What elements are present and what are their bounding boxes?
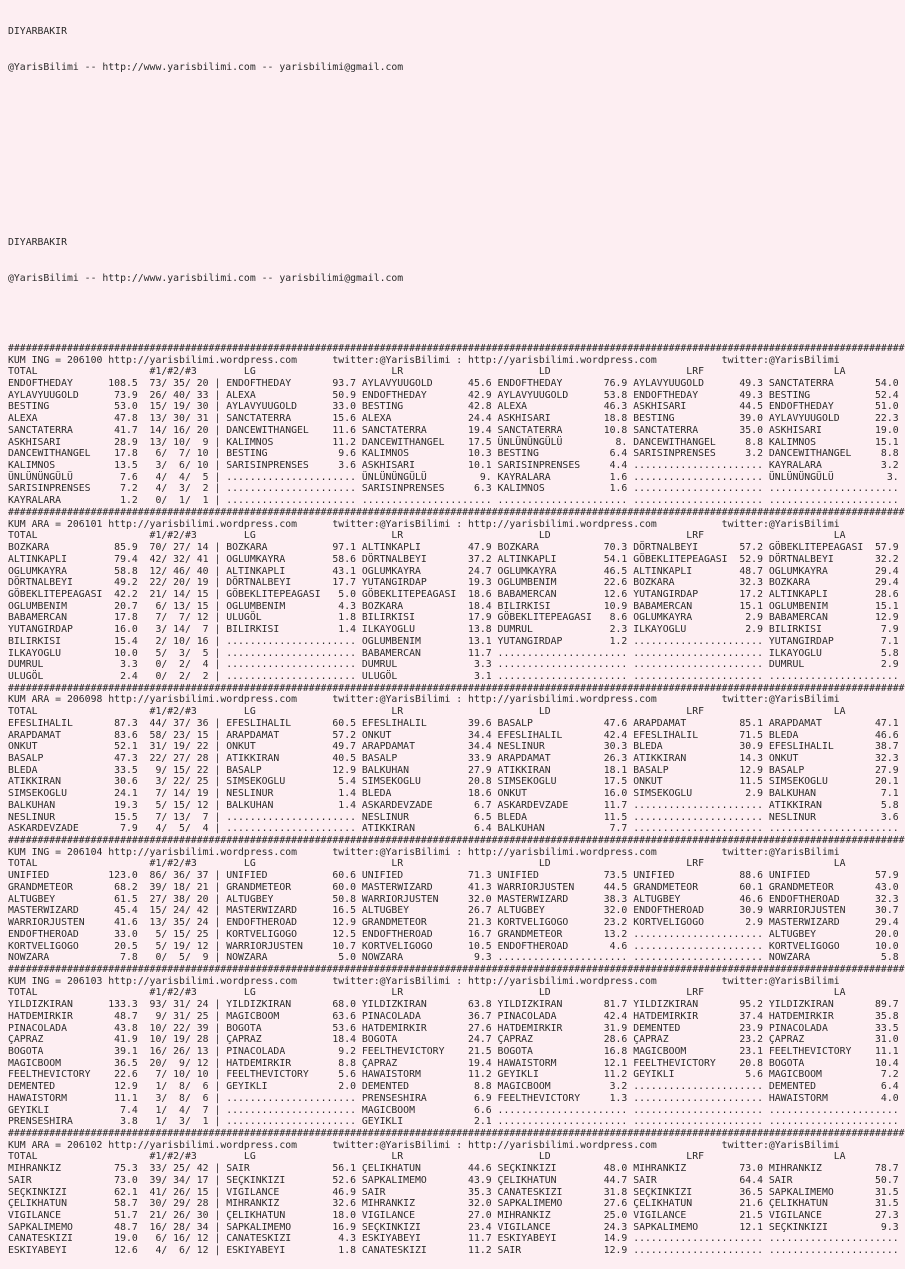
table-row: WARRIORJUSTEN 41.6 13/ 35/ 24 | ENDOFTHEROAD 12.9 GRANDMETEOR 21.3 KORTVELIGOGO 23.2 KORTVELIGOGO 2.9 MASTERWIZARD 29.4 (8, 917, 905, 929)
table-row: YILDIZKIRAN 133.3 93/ 31/ 24 | YILDIZKIRAN 68.0 YILDIZKIRAN 63.8 YILDIZKIRAN 81.7 YILDIZKIRAN 95.2 YILDIZKIRAN 89.7 (8, 999, 905, 1011)
table-row: BILIRKISI 15.4 2/ 10/ 16 | ...................... OGLUMBENIM 13.1 YUTANGIRDAP 1.2 ...................... YUTANGIRDAP 7.1 (8, 635, 905, 647)
table-row: ALEXA 47.8 13/ 30/ 31 | SANCTATERRA 15.6 ALEXA 24.4 ASKHISARI 18.8 BESTING 39.0 AYLAVYUUGOLD 22.3 (8, 413, 905, 425)
column-header-line: TOTAL #1/#2/#3 LG LR LD LRF LA (8, 366, 905, 378)
table-row: ÇELIKHATUN 58.7 30/ 29/ 28 | MIHRANKIZ 32.6 MIHRANKIZ 32.0 SAPKALIMEMO 27.6 ÇELIKHATUN 21.6 ÇELIKHATUN 31.5 (8, 1198, 905, 1210)
table-row: SARISINPRENSES 7.2 4/ 3/ 2 | ...................... SARISINPRENSES 6.3 KALIMNOS 1.6 ...................... ...................... (8, 483, 905, 495)
table-row: PINACOLADA 43.8 10/ 22/ 39 | BOGOTA 53.6 HATDEMIRKIR 27.6 HATDEMIRKIR 31.9 DEMENTED 23.9 PINACOLADA 33.5 (8, 1022, 905, 1034)
table-row: ÜNLÜNÜNGÜLÜ 7.6 4/ 4/ 5 | ...................... ÜNLÜNÜNGÜLÜ 9. KAYRALARA 1.6 ...................... ÜNLÜNÜNGÜLÜ 3. (8, 471, 905, 483)
contact-line: @YarisBilimi -- http://www.yarisbilimi.com -- yarisbilimi@gmail.com (8, 61, 404, 73)
table-row: KAYRALARA 1.2 0/ 1/ 1 | ...................... ...................... ...................... ...................... ...................... (8, 495, 905, 507)
table-row: DÖRTNALBEYI 49.2 22/ 20/ 19 | DÖRTNALBEYI 17.7 YUTANGIRDAP 19.3 OGLUMBENIM 22.6 BOZKARA 32.3 BOZKARA 29.4 (8, 577, 905, 589)
table-row: BESTING 53.0 15/ 19/ 30 | AYLAVYUUGOLD 33.0 BESTING 42.8 ALEXA 46.3 ASKHISARI 44.5 ENDOFTHEDAY 51.0 (8, 401, 905, 413)
table-row: ENDOFTHEROAD 33.0 5/ 15/ 25 | KORTVELIGOGO 12.5 ENDOFTHEROAD 16.7 GRANDMETEOR 13.2 ...................... ALTUGBEY 20.0 (8, 928, 905, 940)
blank-line (8, 132, 903, 144)
table-id-line: KUM ING = 206103 http://yarisbilimi.wordpress.com twitter:@YarisBilimi : http://yarisbilimi.wordpress.com twitter:@YarisBilimi (8, 975, 840, 987)
table-row: MIHRANKIZ 75.3 33/ 25/ 42 | SAIR 56.1 ÇELIKHATUN 44.6 SEÇKINKIZI 48.0 MIHRANKIZ 73.0 MIHRANKIZ 78.7 (8, 1163, 905, 1175)
table-row: HATDEMIRKIR 48.7 9/ 31/ 25 | MAGICBOOM 63.6 PINACOLADA 36.7 PINACOLADA 42.4 HATDEMIRKIR 37.4 HATDEMIRKIR 35.8 (8, 1010, 905, 1022)
separator-line: ######################################################################################################################################################## (8, 1128, 905, 1139)
table-row: BALKUHAN 19.3 5/ 15/ 12 | BALKUHAN 1.4 ASKARDEVZADE 6.7 ASKARDEVZADE 11.7 ...................... ATIKKIRAN 5.8 (8, 799, 905, 811)
column-header-line: TOTAL #1/#2/#3 LG LR LD LRF LA (8, 987, 905, 999)
table-row: VIGILANCE 51.7 21/ 26/ 30 | ÇELIKHATUN 18.0 VIGILANCE 27.0 MIHRANKIZ 25.0 VIGILANCE 21.5 VIGILANCE 27.3 (8, 1210, 905, 1222)
table-row: SANCTATERRA 41.7 14/ 16/ 20 | DANCEWITHANGEL 11.6 SANCTATERRA 19.4 SANCTATERRA 10.8 SANCTATERRA 35.0 ASKHISARI 19.0 (8, 424, 905, 436)
table-row: GÖBEKLITEPEAGASI 42.2 21/ 14/ 15 | GÖBEKLITEPEAGASI 5.0 GÖBEKLITEPEAGASI 18.6 BABAMERCAN 12.6 YUTANGIRDAP 17.2 ALTINKAPLI 28.6 (8, 588, 905, 600)
table-row: ENDOFTHEDAY 108.5 73/ 35/ 20 | ENDOFTHEDAY 93.7 AYLAVYUUGOLD 45.6 ENDOFTHEDAY 76.9 AYLAVYUUGOLD 49.3 SANCTATERRA 54.0 (8, 378, 905, 389)
table-row: YUTANGIRDAP 16.0 3/ 14/ 7 | BILIRKISI 1.4 ILKAYOGLU 13.8 DUMRUL 2.3 ILKAYOGLU 2.9 BILIRKISI 7.9 (8, 624, 905, 636)
contact-line: @YarisBilimi -- http://www.yarisbilimi.com -- yarisbilimi@gmail.com (8, 272, 404, 284)
table-row: SAIR 73.0 39/ 34/ 17 | SEÇKINKIZI 52.6 SAPKALIMEMO 43.9 ÇELIKHATUN 44.7 SAIR 64.4 SAIR 50.7 (8, 1174, 905, 1186)
table-row: BOZKARA 85.9 70/ 27/ 14 | BOZKARA 97.1 ALTINKAPLI 47.9 BOZKARA 70.3 DÖRTNALBEYI 57.2 GÖBEKLITEPEAGASI 57.9 (8, 542, 905, 554)
table-row: ALTUGBEY 61.5 27/ 38/ 20 | ALTUGBEY 50.8 WARRIORJUSTEN 32.0 MASTERWIZARD 38.3 ALTUGBEY 46.6 ENDOFTHEROAD 32.3 (8, 893, 905, 905)
table-row: PRENSESHIRA 3.8 1/ 3/ 1 | ...................... GEYIKLI 2.1 ...................... ...................... ...................... (8, 1116, 905, 1128)
blank-line (8, 308, 903, 320)
table-id-line: KUM ARA = 206098 http://yarisbilimi.wordpress.com twitter:@YarisBilimi : http://yarisbilimi.wordpress.com twitter:@YarisBilimi (8, 694, 840, 706)
table-row: MASTERWIZARD 45.4 15/ 24/ 42 | MASTERWIZARD 16.5 ALTUGBEY 26.7 ALTUGBEY 32.0 ENDOFTHEROAD 30.9 WARRIORJUSTEN 30.7 (8, 905, 905, 917)
table-row: ALTINKAPLI 79.4 42/ 32/ 41 | OGLUMKAYRA 58.6 DÖRTNALBEYI 37.2 ALTINKAPLI 54.1 GÖBEKLITEPEAGASI 52.9 DÖRTNALBEYI 32.2 (8, 553, 905, 565)
table-row: ILKAYOGLU 10.0 5/ 3/ 5 | ...................... BABAMERCAN 11.7 ...................... ...................... ILKAYOGLU 5.8 (8, 647, 905, 659)
table-id-line: KUM ARA = 206102 http://yarisbilimi.wordpress.com twitter:@YarisBilimi : http://yarisbilimi.wordpress.com twitter:@YarisBilimi (8, 1139, 840, 1151)
column-header-line: TOTAL #1/#2/#3 LG LR LD LRF LA (8, 1151, 905, 1163)
table-row: DUMRUL 3.3 0/ 2/ 4 | ...................... DUMRUL 3.3 ...................... ...................... DUMRUL 2.9 (8, 659, 905, 671)
table-row: BABAMERCAN 17.8 7/ 7/ 12 | ULUGÖL 1.8 BILIRKISI 17.9 GÖBEKLITEPEAGASI 8.6 OGLUMKAYRA 2.9 BABAMERCAN 12.9 (8, 612, 905, 624)
table-id-line: KUM ING = 206104 http://yarisbilimi.wordpress.com twitter:@YarisBilimi : http://yarisbilimi.wordpress.com twitter:@YarisBilimi (8, 846, 840, 858)
table-row: ÇAPRAZ 41.9 10/ 19/ 28 | ÇAPRAZ 18.4 BOGOTA 24.7 ÇAPRAZ 28.6 ÇAPRAZ 23.2 ÇAPRAZ 31.0 (8, 1034, 905, 1046)
table-row: SIMSEKOGLU 24.1 7/ 14/ 19 | NESLINUR 1.4 BLEDA 18.6 ONKUT 16.0 SIMSEKOGLU 2.9 BALKUHAN 7.1 (8, 788, 905, 800)
table-row: ASKARDEVZADE 7.9 4/ 5/ 4 | ...................... ATIKKIRAN 6.4 BALKUHAN 7.7 ...................... ...................... (8, 823, 905, 835)
city-title: DIYARBAKIR (8, 26, 67, 38)
column-header-line: TOTAL #1/#2/#3 LG LR LD LRF LA (8, 530, 905, 542)
column-header-line: TOTAL #1/#2/#3 LG LR LD LRF LA (8, 858, 905, 870)
table-row: OGLUMBENIM 20.7 6/ 13/ 15 | OGLUMBENIM 4.3 BOZKARA 18.4 BILIRKISI 10.9 BABAMERCAN 15.1 OGLUMBENIM 15.1 (8, 600, 905, 612)
table-row: GEYIKLI 7.4 1/ 4/ 7 | ...................... MAGICBOOM 6.6 ...................... ...................... ...................... (8, 1104, 905, 1116)
table-row: ARAPDAMAT 83.6 58/ 23/ 15 | ARAPDAMAT 57.2 ONKUT 34.4 EFESLIHALIL 42.4 EFESLIHALIL 71.5 BLEDA 46.6 (8, 729, 905, 741)
table-row: MAGICBOOM 36.5 20/ 9/ 12 | HATDEMIRKIR 8.8 ÇAPRAZ 19.4 HAWAISTORM 12.1 FEELTHEVICTORY 20.8 BOGOTA 10.4 (8, 1057, 905, 1069)
blank-line (8, 202, 903, 214)
table-row: SEÇKINKIZI 62.1 41/ 26/ 15 | VIGILANCE 46.9 SAIR 35.3 CANATESKIZI 31.8 SEÇKINKIZI 36.5 SAPKALIMEMO 31.5 (8, 1186, 905, 1198)
separator-line: ######################################################################################################################################################## (8, 835, 905, 847)
table-row: BASALP 47.3 22/ 27/ 28 | ATIKKIRAN 40.5 BASALP 33.9 ARAPDAMAT 26.3 ATIKKIRAN 14.3 ONKUT 32.3 (8, 753, 905, 764)
table-row: NOWZARA 7.8 0/ 5/ 9 | NOWZARA 5.0 NOWZARA 9.3 ...................... ...................... NOWZARA 5.8 (8, 952, 905, 964)
table-row: NESLINUR 15.5 7/ 13/ 7 | ...................... NESLINUR 6.5 BLEDA 11.5 ...................... NESLINUR 3.6 (8, 811, 905, 823)
table-row: ULUGÖL 2.4 0/ 2/ 2 | ...................... ULUGÖL 3.1 ...................... ...................... ...................... (8, 670, 905, 682)
table-row: BLEDA 33.5 9/ 15/ 22 | BASALP 12.9 BALKUHAN 27.9 ATIKKIRAN 18.1 BASALP 12.9 BASALP 27.9 (8, 764, 905, 776)
blank-line (8, 97, 903, 109)
table-row: BOGOTA 39.1 16/ 26/ 13 | PINACOLADA 9.2 FEELTHEVICTORY 21.5 BOGOTA 16.8 MAGICBOOM 23.1 FEELTHEVICTORY 11.1 (8, 1045, 905, 1057)
table-row: OGLUMKAYRA 58.8 12/ 46/ 40 | ALTINKAPLI 43.1 OGLUMKAYRA 24.7 OGLUMKAYRA 46.5 ALTINKAPLI 48.7 OGLUMKAYRA 29.4 (8, 565, 905, 577)
table-row: DANCEWITHANGEL 17.8 6/ 7/ 10 | BESTING 9.6 KALIMNOS 10.3 BESTING 6.4 SARISINPRENSES 3.2 DANCEWITHANGEL 8.8 (8, 448, 905, 460)
table-row: ONKUT 52.1 31/ 19/ 22 | ONKUT 49.7 ARAPDAMAT 34.4 NESLINUR 30.3 BLEDA 30.9 EFESLIHALIL 38.7 (8, 741, 905, 753)
city-title: DIYARBAKIR (8, 237, 67, 249)
table-row: ASKHISARI 28.9 13/ 10/ 9 | KALIMNOS 11.2 DANCEWITHANGEL 17.5 ÜNLÜNÜNGÜLÜ 8. DANCEWITHANGEL 8.8 KALIMNOS 15.1 (8, 436, 905, 448)
table-row: AYLAVYUUGOLD 73.9 26/ 40/ 33 | ALEXA 50.9 ENDOFTHEDAY 42.9 AYLAVYUUGOLD 53.8 ENDOFTHEDAY 49.3 BESTING 52.4 (8, 389, 905, 401)
separator-line: ######################################################################################################################################################## (8, 342, 905, 354)
table-row: UNIFIED 123.0 86/ 36/ 37 | UNIFIED 60.6 UNIFIED 71.3 UNIFIED 73.5 UNIFIED 88.6 UNIFIED 57.9 (8, 870, 905, 882)
table-row: KORTVELIGOGO 20.5 5/ 19/ 12 | WARRIORJUSTEN 10.7 KORTVELIGOGO 10.5 ENDOFTHEROAD 4.6 ...................... KORTVELIGOGO 10.0 (8, 940, 905, 952)
table-row: CANATESKIZI 19.0 6/ 16/ 12 | CANATESKIZI 4.3 ESKIYABEYI 11.7 ESKIYABEYI 14.9 ...................... ...................... (8, 1233, 905, 1245)
table-row: HAWAISTORM 11.1 3/ 8/ 6 | ...................... PRENSESHIRA 6.9 FEELTHEVICTORY 1.3 ...................... HAWAISTORM 4.0 (8, 1092, 905, 1104)
table-id-line: KUM ARA = 206101 http://yarisbilimi.wordpress.com twitter:@YarisBilimi : http://yarisbilimi.wordpress.com twitter:@YarisBilimi (8, 518, 840, 530)
table-row: ATIKKIRAN 30.6 3/ 22/ 25 | SIMSEKOGLU 5.4 SIMSEKOGLU 20.8 SIMSEKOGLU 17.5 ONKUT 11.5 SIMSEKOGLU 20.1 (8, 776, 905, 788)
table-id-line: KUM ING = 206100 http://yarisbilimi.wordpress.com twitter:@YarisBilimi : http://yarisbilimi.wordpress.com twitter:@YarisBilimi (8, 354, 840, 366)
separator-line: ######################################################################################################################################################## (8, 506, 905, 518)
table-row: DEMENTED 12.9 1/ 8/ 6 | GEYIKLI 2.0 DEMENTED 8.8 MAGICBOOM 3.2 ...................... DEMENTED 6.4 (8, 1081, 905, 1093)
table-row: GRANDMETEOR 68.2 39/ 18/ 21 | GRANDMETEOR 60.0 MASTERWIZARD 41.3 WARRIORJUSTEN 44.5 GRANDMETEOR 60.1 GRANDMETEOR 43.0 (8, 881, 905, 893)
tables-container (8, 343, 903, 1257)
table-row: ESKIYABEYI 12.6 4/ 6/ 12 | ESKIYABEYI 1.8 CANATESKIZI 11.2 SAIR 12.9 ...................... ...................... (8, 1245, 905, 1257)
table-row: KALIMNOS 13.5 3/ 6/ 10 | SARISINPRENSES 3.6 ASKHISARI 10.1 SARISINPRENSES 4.4 ...................... KAYRALARA 3.2 (8, 460, 905, 472)
separator-line: ######################################################################################################################################################## (8, 682, 905, 694)
blank-line (8, 167, 903, 179)
table-row: SAPKALIMEMO 48.7 16/ 28/ 34 | SAPKALIMEMO 16.9 SEÇKINKIZI 23.4 VIGILANCE 24.3 SAPKALIMEMO 12.1 SEÇKINKIZI 9.3 (8, 1221, 905, 1233)
separator-line: ######################################################################################################################################################## (8, 963, 905, 975)
table-row: EFESLIHALIL 87.3 44/ 37/ 36 | EFESLIHALIL 60.5 EFESLIHALIL 39.6 BASALP 47.6 ARAPDAMAT 85.1 ARAPDAMAT 47.1 (8, 717, 905, 729)
table-row: FEELTHEVICTORY 22.6 7/ 10/ 10 | FEELTHEVICTORY 5.6 HAWAISTORM 11.2 GEYIKLI 11.2 GEYIKLI 5.6 MAGICBOOM 7.2 (8, 1069, 905, 1081)
column-header-line: TOTAL #1/#2/#3 LG LR LD LRF LA (8, 706, 905, 718)
